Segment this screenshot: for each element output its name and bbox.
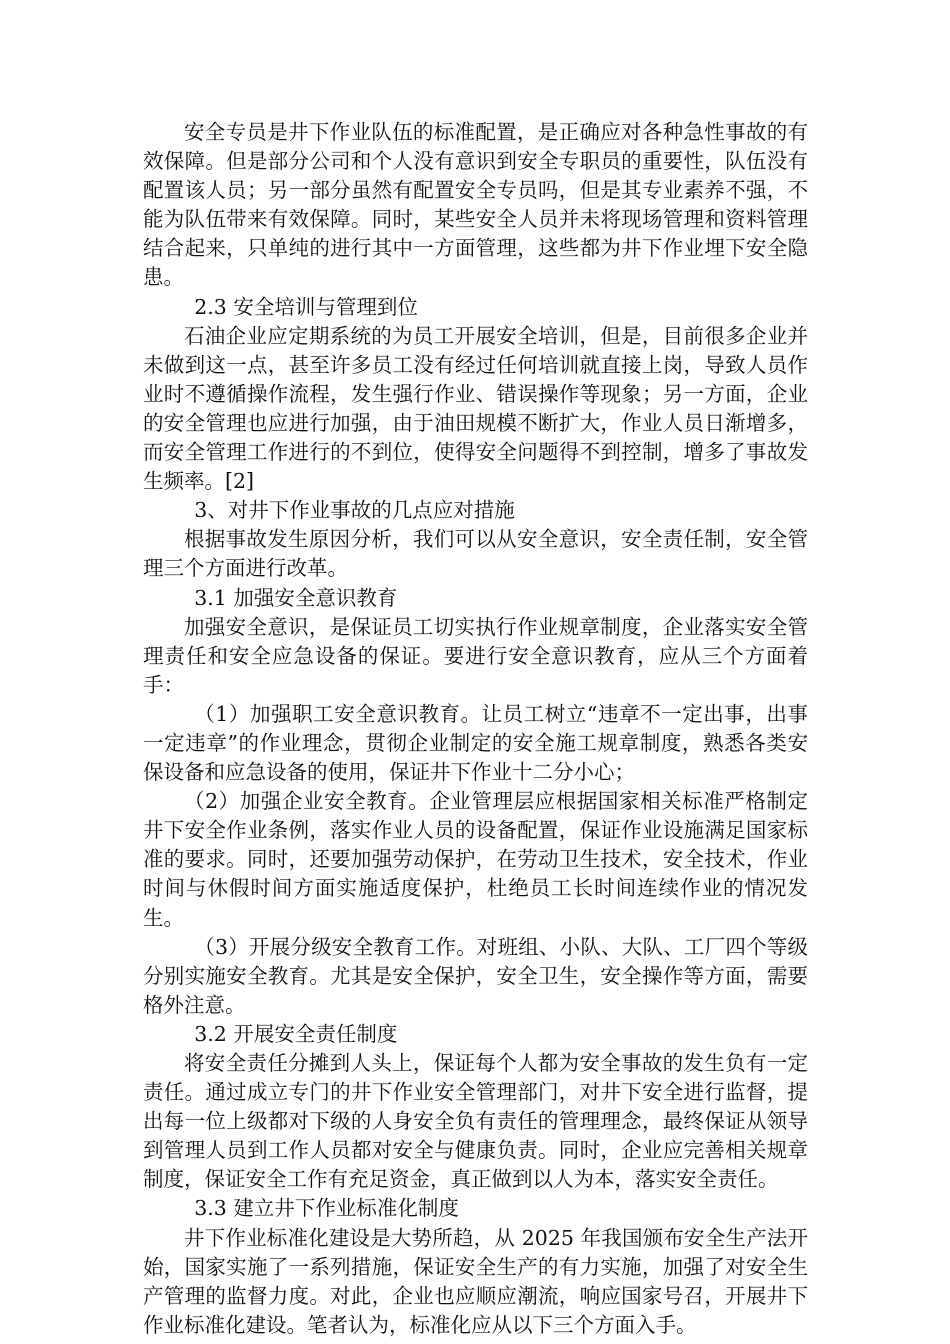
section-heading-2-3: 2.3 安全培训与管理到位 xyxy=(194,294,418,319)
list-item-1: （1）加强职工安全意识教育。让员工树立“违章不一定出事，出事一定违章”的作业理念，贯彻企业制定的安全施工规章制度，熟悉各类安保设备和应急设备的使用，保证井下作业十二分小心； xyxy=(143,701,808,785)
paragraph-awareness: 加强安全意识，是保证员工切实执行作业规章制度，企业落实安全管理责任和安全应急设备的保证。要进行安全意识教育，应从三个方面着手： xyxy=(143,614,808,697)
paragraph-responsibility: 将安全责任分摊到人头上，保证每个人都为安全事故的发生负有一定责任。通过成立专门的井下作业安全管理部门，对井下安全进行监督，提出每一位上级都对下级的人身安全负有责任的管理理念，最终保证从领导到管理人员到工作人员都对安全与健康负责。同时，企业应完善相关规章制度，保证安全工作有充足资金，真正做到以人为本，落实安全责任。 xyxy=(143,1051,808,1192)
section-heading-3: 3、对井下作业事故的几点应对措施 xyxy=(194,498,515,523)
list-item-2: （2）加强企业安全教育。企业管理层应根据国家相关标准严格制定井下安全作业条例，落实作业人员的设备配置，保证作业设施满足国家标准的要求。同时，还要加强劳动保护，在劳动卫生技术，安全技术，作业时间与休假时间方面实施适度保护，杜绝员工长时间连续作业的情况发生。 xyxy=(143,789,808,930)
document-body xyxy=(143,118,808,1340)
paragraph-training: 石油企业应定期系统的为员工开展安全培训，但是，目前很多企业并未做到这一点，甚至许多员工没有经过任何培训就直接上岗，导致人员作业时不遵循操作流程，发生强行作业、错误操作等现象；另一方面，企业的安全管理也应进行加强，由于油田规模不断扩大，作业人员日渐增多，而安全管理工作进行的不到位，使得安全问题得不到控制，增多了事故发生频率。[2] xyxy=(143,323,808,494)
section-heading-3-3: 3.3 建立井下作业标准化制度 xyxy=(194,1196,459,1221)
section-heading-3-2: 3.2 开展安全责任制度 xyxy=(194,1021,398,1046)
paragraph-reform-intro: 根据事故发生原因分析，我们可以从安全意识，安全责任制，安全管理三个方面进行改革。 xyxy=(143,527,808,581)
list-item-3: （3）开展分级安全教育工作。对班组、小队、大队、工厂四个等级分别实施安全教育。尤其是安全保护，安全卫生，安全操作等方面，需要格外注意。 xyxy=(143,934,808,1017)
paragraph-standardization: 井下作业标准化建设是大势所趋，从 2025 年我国颁布安全生产法开始，国家实施了一系列措施，保证安全生产的有力实施，加强了对安全生产管理的监督力度。对此，企业也应顺应潮流，响应国家号召，开展井下作业标准化建设。笔者认为，标准化应从以下三个方面入手。 xyxy=(143,1225,808,1337)
paragraph-safety-officer: 安全专员是井下作业队伍的标准配置，是正确应对各种急性事故的有效保障。但是部分公司和个人没有意识到安全专职员的重要性，队伍没有配置该人员；另一部分虽然有配置安全专员吗，但是其专业素养不强，不能为队伍带来有效保障。同时，某些安全人员并未将现场管理和资料管理结合起来，只单纯的进行其中一方面管理，这些都为井下作业埋下安全隐患。 xyxy=(143,120,808,290)
section-heading-3-1: 3.1 加强安全意识教育 xyxy=(194,585,398,610)
